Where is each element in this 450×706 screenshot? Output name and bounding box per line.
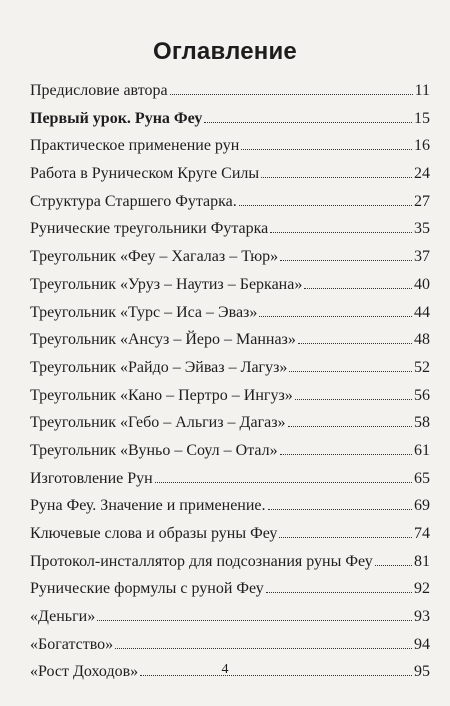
- toc-entry-page: 27: [414, 192, 430, 210]
- toc-entry-title: «Рост Доходов»: [30, 663, 139, 681]
- toc-entry-title: Рунические треугольники Футарка: [30, 220, 269, 238]
- toc-entry-title: «Деньги»: [30, 608, 96, 626]
- toc-entry-page: 61: [414, 441, 430, 459]
- toc-entry: [30, 78, 430, 106]
- toc-entry-page: 93: [414, 608, 430, 626]
- toc-entry-title: Изготовление Рун: [30, 469, 153, 487]
- dot-leader: [280, 246, 412, 261]
- dot-leader: [261, 163, 412, 178]
- toc-entry: [30, 355, 430, 383]
- dot-leader: [375, 551, 412, 566]
- dot-leader: [279, 523, 412, 538]
- toc-entry-page: 48: [414, 331, 430, 349]
- toc-entry-page: 37: [414, 248, 430, 266]
- toc-entry-title: Ключевые слова и образы руны Феу: [30, 525, 278, 542]
- toc-entry: [30, 161, 430, 189]
- toc-entry-title: Треугольник «Гебо – Альгиз – Дагаз»: [30, 414, 286, 432]
- toc-entry-page: 15: [414, 109, 430, 127]
- toc-entry-page: 24: [414, 165, 430, 183]
- toc-entry: [30, 576, 430, 604]
- dot-leader: [266, 578, 412, 593]
- dot-leader: [289, 357, 412, 372]
- dot-leader: [115, 634, 412, 649]
- toc-entry: [30, 493, 430, 521]
- toc-entry: [30, 466, 430, 494]
- toc-entry: [30, 244, 430, 272]
- dot-leader: [170, 80, 413, 95]
- toc-entry-page: 52: [414, 358, 430, 376]
- toc-entry: [30, 438, 430, 466]
- dot-leader: [259, 302, 412, 317]
- toc-entry: [30, 216, 430, 244]
- page-number: 4: [221, 662, 229, 677]
- dot-leader: [295, 385, 412, 400]
- dot-leader: [270, 218, 412, 233]
- toc-entry-title: Практическое применение рун: [30, 137, 240, 155]
- toc-entry-title: Структура Старшего Футарка.: [30, 192, 237, 210]
- toc-entry: [30, 106, 430, 134]
- toc-entry-page: 74: [414, 525, 430, 542]
- toc-entry-page: 58: [414, 414, 430, 432]
- toc-entry-page: 92: [414, 580, 430, 598]
- table-of-contents: [30, 78, 430, 687]
- toc-entry: [30, 383, 430, 411]
- toc-entry-page: 95: [414, 663, 430, 681]
- toc-entry-title: Предисловие автора: [30, 82, 168, 99]
- toc-entry: [30, 327, 430, 355]
- toc-entry-title: Треугольник «Райдо – Эйваз – Лагуз»: [30, 358, 288, 376]
- toc-entry-page: 69: [414, 497, 430, 515]
- dot-leader: [298, 329, 412, 344]
- toc-entry: [30, 410, 430, 438]
- dot-leader: [204, 108, 412, 123]
- toc-entry-page: 35: [414, 220, 430, 238]
- toc-entry-page: 40: [414, 275, 430, 293]
- toc-entry-page: 94: [414, 635, 430, 653]
- dot-leader: [241, 135, 412, 150]
- toc-entry-title: Треугольник «Турс – Иса – Эваз»: [30, 303, 258, 321]
- toc-entry-title: Протокол-инсталлятор для подсознания руны Феу: [30, 552, 373, 570]
- dot-leader: [155, 468, 412, 483]
- toc-entry-page: 11: [414, 82, 430, 99]
- dot-leader: [304, 274, 412, 289]
- dot-leader: [288, 412, 412, 427]
- toc-entry-page: 16: [414, 137, 430, 155]
- toc-entry-title: «Богатство»: [30, 635, 114, 653]
- toc-entry-title: Треугольник «Ансуз – Йеро – Манназ»: [30, 331, 296, 349]
- toc-entry: [30, 133, 430, 161]
- toc-entry: [30, 549, 430, 577]
- toc-entry-title: Руна Феу. Значение и применение.: [30, 497, 266, 515]
- toc-entry: [30, 300, 430, 328]
- toc-entry-page: 65: [414, 469, 430, 487]
- toc-entry-title: Треугольник «Вуньо – Соул – Отал»: [30, 441, 278, 459]
- toc-entry-title: Рунические формулы с руной Феу: [30, 580, 264, 598]
- toc-entry-title: Треугольник «Кано – Пертро – Ингуз»: [30, 386, 293, 404]
- toc-entry: [30, 632, 430, 660]
- toc-entry-page: 44: [414, 303, 430, 321]
- toc-entry: [30, 272, 430, 300]
- dot-leader: [280, 440, 412, 455]
- toc-entry: [30, 189, 430, 217]
- toc-entry-title: Первый урок. Руна Феу: [30, 109, 203, 127]
- page-title: Оглавление: [153, 38, 297, 65]
- dot-leader: [97, 606, 412, 621]
- toc-entry-title: Работа в Руническом Круге Силы: [30, 165, 260, 183]
- toc-entry-page: 56: [414, 386, 430, 404]
- toc-entry: [30, 604, 430, 632]
- toc-entry-title: Треугольник «Уруз – Наутиз – Беркана»: [30, 275, 303, 293]
- toc-entry-title: Треугольник «Феу – Хагалаз – Тюр»: [30, 248, 279, 266]
- toc-entry: [30, 521, 430, 549]
- dot-leader: [239, 191, 412, 206]
- toc-entry-page: 81: [414, 552, 430, 570]
- dot-leader: [268, 495, 412, 510]
